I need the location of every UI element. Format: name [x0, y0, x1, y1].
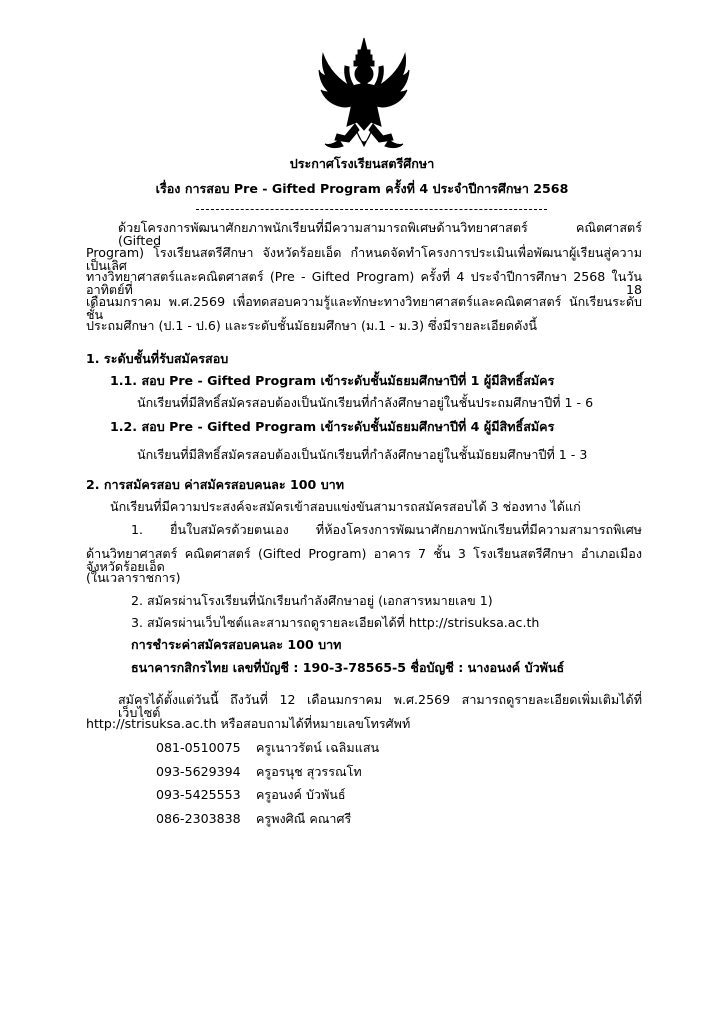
channel2-text: 2. สมัครผ่านโรงเรียนที่นักเรียนกำลังศึกษาอยู่ (เอกสารหมายเลข 1)	[131, 593, 493, 608]
contact-phone: 093-5425553	[156, 787, 241, 802]
closing-line: สมัครได้ตั้งแต่วันนี้ ถึงวันที่ 12 เดือนมกราคม พ.ศ.2569 สามารถดูรายละเอียดเพิ่มเติมได้ที่เว็บไซต์	[118, 692, 642, 720]
title-divider	[196, 209, 547, 210]
intro-line: เดือนมกราคม พ.ศ.2569 เพื่อทดสอบความรู้และทักษะทางวิทยาศาสตร์และคณิตศาสตร์ นักเรียนระดับชั้น	[86, 294, 642, 322]
payment-heading: การชำระค่าสมัครสอบคนละ 100 บาท	[131, 637, 342, 652]
contact-phone: 081-0510075	[156, 740, 241, 755]
section1-sub1-heading: 1.1. สอบ Pre - Gifted Program เข้าระดับชั้นมัธยมศึกษาปีที่ 1 ผู้มีสิทธิ์สมัคร	[110, 373, 555, 388]
channel1-line: (ในเวลาราชการ)	[86, 570, 181, 585]
announcement-title: ประกาศโรงเรียนสตรีศึกษา	[289, 156, 435, 171]
intro-line: Program) โรงเรียนสตรีศึกษา จังหวัดร้อยเอ็ด กำหนดจัดทำโครงการประเมินเพื่อพัฒนาผู้เรียนสู่ความเป็นเลิศ	[86, 245, 642, 273]
contact-name: ครูอรนุช สุวรรณโท	[256, 764, 362, 779]
section1-sub1-text: นักเรียนที่มีสิทธิ์สมัครสอบต้องเป็นนักเรียนที่กำลังศึกษาอยู่ในชั้นประถมศึกษาปีที่ 1 - 6	[137, 395, 594, 410]
contact-phone: 093-5629394	[156, 764, 241, 779]
intro-line: ด้วยโครงการพัฒนาศักยภาพนักเรียนที่มีความสามารถพิเศษด้านวิทยาศาสตร์ คณิตศาสตร์ (Gifted	[118, 220, 642, 248]
garuda-emblem-icon	[317, 36, 411, 153]
contact-name: ครูเนาวรัตน์ เฉลิมแสน	[256, 740, 380, 755]
announcement-subject: เรื่อง การสอบ Pre - Gifted Program ครั้งที่ 4 ประจำปีการศึกษา 2568	[155, 181, 569, 196]
bank-account-line: ธนาคารกสิกรไทย เลขที่บัญชี : 190-3-78565-5 ชื่อบัญชี : นางอนงค์ บัวพันธ์	[131, 660, 565, 675]
intro-line: ทางวิทยาศาสตร์และคณิตศาสตร์ (Pre - Gifted Program) ครั้งที่ 4 ประจำปีการศึกษา 2568 ในวันอาทิตย์ที่ 18	[86, 269, 642, 297]
channel3-text: 3. สมัครผ่านเว็บไซต์และสามารถดูรายละเอียดได้ที่ http://strisuksa.ac.th	[131, 615, 540, 630]
section2-heading: 2. การสมัครสอบ ค่าสมัครสอบคนละ 100 บาท	[86, 477, 345, 492]
channel1-line: ด้านวิทยาศาสตร์ คณิตศาสตร์ (Gifted Program) อาคาร 7 ชั้น 3 โรงเรียนสตรีศึกษา อำเภอเมือง จังหวัดร้อยเอ็ด	[86, 546, 642, 574]
channel1-line: 1. ยื่นใบสมัครด้วยตนเอง ที่ห้องโครงการพัฒนาศักยภาพนักเรียนที่มีความสามารถพิเศษ	[131, 522, 642, 537]
contact-name: ครูพงศิณี คณาศรี	[256, 811, 352, 826]
section1-sub2-heading: 1.2. สอบ Pre - Gifted Program เข้าระดับชั้นมัธยมศึกษาปีที่ 4 ผู้มีสิทธิ์สมัคร	[110, 419, 555, 434]
contact-name: ครูอนงค์ บัวพันธ์	[256, 787, 346, 802]
section1-heading: 1. ระดับชั้นที่รับสมัครสอบ	[86, 351, 229, 366]
closing-line: http://strisuksa.ac.th หรือสอบถามได้ที่หมายเลขโทรศัพท์	[86, 716, 411, 731]
section2-intro: นักเรียนที่มีความประสงค์จะสมัครเข้าสอบแข่งขันสามารถสมัครสอบได้ 3 ช่องทาง ได้แก่	[110, 499, 581, 514]
intro-line: ประถมศึกษา (ป.1 - ป.6) และระดับชั้นมัธยมศึกษา (ม.1 - ม.3) ซึ่งมีรายละเอียดดังนี้	[86, 318, 538, 333]
section1-sub2-text: นักเรียนที่มีสิทธิ์สมัครสอบต้องเป็นนักเรียนที่กำลังศึกษาอยู่ในชั้นมัธยมศึกษาปีที่ 1 - 3	[137, 447, 588, 462]
contact-phone: 086-2303838	[156, 811, 241, 826]
